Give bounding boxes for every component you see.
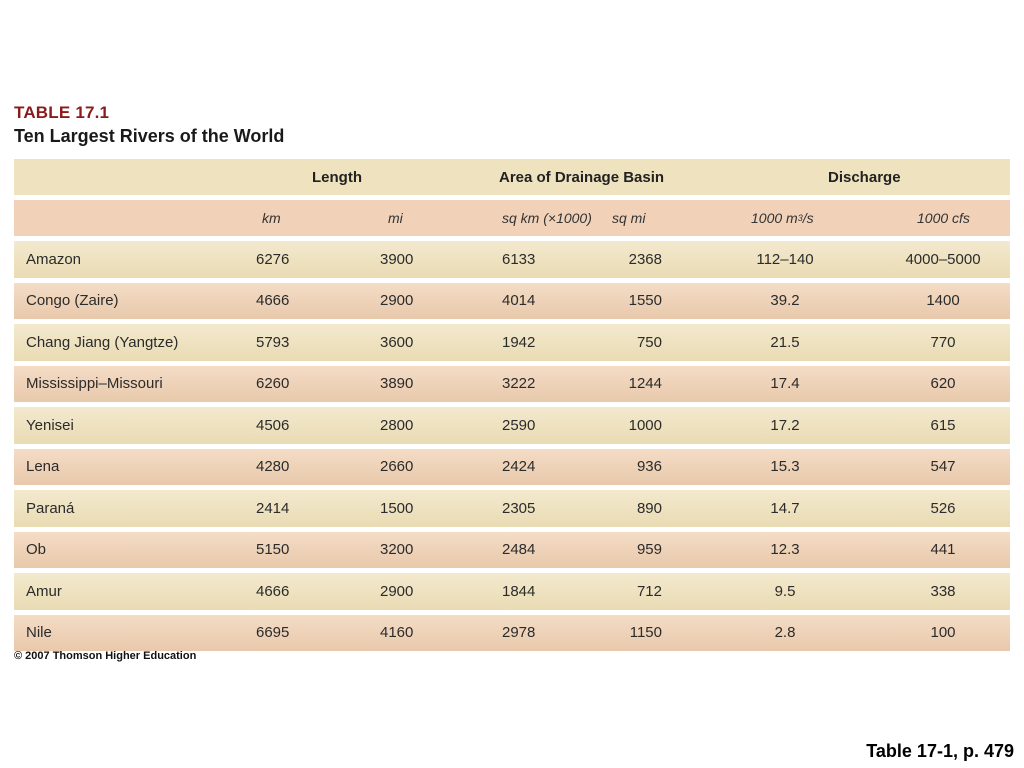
- cell-sqkm: 1942: [502, 333, 536, 351]
- cell-mi: 3600: [380, 333, 414, 351]
- table-row: [14, 366, 1010, 403]
- cell-mi: 1500: [380, 499, 414, 517]
- rivers-table: [14, 159, 1010, 656]
- cell-sqkm: 4014: [502, 292, 536, 310]
- cell-sqmi: 1000: [628, 416, 662, 434]
- unit-m3-suffix: /s: [802, 210, 814, 226]
- cell-sqkm: 2424: [502, 458, 536, 476]
- cell-km: 6276: [256, 250, 290, 268]
- cell-mi: 2900: [380, 582, 414, 600]
- cell-m3s: 17.2: [770, 416, 800, 434]
- cell-river: Congo (Zaire): [26, 292, 119, 310]
- unit-header-row: [14, 200, 1010, 236]
- unit-m3-prefix: 1000 m: [751, 210, 798, 226]
- group-header-row: [14, 159, 1010, 195]
- cell-km: 6260: [256, 375, 290, 393]
- cell-sqmi: 750: [636, 333, 662, 351]
- cell-cfs: 4000–5000: [905, 250, 981, 268]
- cell-sqmi: 712: [636, 582, 662, 600]
- cell-cfs: 547: [930, 458, 956, 476]
- cell-river: Amur: [26, 582, 62, 600]
- cell-cfs: 770: [930, 333, 956, 351]
- cell-m3s: 17.4: [770, 375, 800, 393]
- table-row: [14, 407, 1010, 444]
- cell-km: 4280: [256, 458, 290, 476]
- cell-sqmi: 1244: [628, 375, 662, 393]
- unit-m3-per-s: 1000 m 3 /s: [751, 210, 814, 226]
- cell-km: 6695: [256, 624, 290, 642]
- cell-cfs: 100: [930, 624, 956, 642]
- cell-m3s: 15.3: [770, 458, 800, 476]
- cell-m3s: 39.2: [770, 292, 800, 310]
- cell-m3s: 2.8: [774, 624, 796, 642]
- cell-sqkm: 2484: [502, 541, 536, 559]
- table-row: [14, 241, 1010, 278]
- table-title: Ten Largest Rivers of the World: [14, 126, 285, 146]
- cell-mi: 3890: [380, 375, 414, 393]
- cell-river: Paraná: [26, 499, 75, 517]
- cell-sqkm: 3222: [502, 375, 536, 393]
- cell-sqkm: 2305: [502, 499, 536, 517]
- cell-sqkm: 2590: [502, 416, 536, 434]
- length-header: Length: [312, 168, 362, 186]
- table-row: [14, 283, 1010, 320]
- cell-m3s: 9.5: [774, 582, 796, 600]
- cell-sqmi: 2368: [628, 250, 662, 268]
- cell-m3s: 12.3: [770, 541, 800, 559]
- cell-km: 2414: [256, 499, 290, 517]
- cell-cfs: 338: [930, 582, 956, 600]
- cell-mi: 3200: [380, 541, 414, 559]
- table-label: TABLE 17.1: [14, 103, 110, 122]
- cell-river: Nile: [26, 624, 52, 642]
- cell-sqmi: 890: [636, 499, 662, 517]
- cell-m3s: 14.7: [770, 499, 800, 517]
- cell-cfs: 615: [930, 416, 956, 434]
- cell-river: Amazon: [26, 250, 82, 268]
- cell-m3s: 21.5: [770, 333, 800, 351]
- copyright-notice: © 2007 Thomson Higher Education: [14, 650, 197, 662]
- cell-km: 4666: [256, 292, 290, 310]
- cell-cfs: 1400: [926, 292, 960, 310]
- table-row: [14, 449, 1010, 486]
- cell-river: Lena: [26, 458, 60, 476]
- cell-km: 4666: [256, 582, 290, 600]
- cell-sqmi: 959: [636, 541, 662, 559]
- cell-sqmi: 1550: [628, 292, 662, 310]
- cell-sqkm: 1844: [502, 582, 536, 600]
- cell-km: 5793: [256, 333, 290, 351]
- cell-cfs: 441: [930, 541, 956, 559]
- cell-river: Yenisei: [26, 416, 74, 434]
- slide-caption: Table 17-1, p. 479: [866, 741, 1014, 761]
- cell-mi: 2660: [380, 458, 414, 476]
- cell-mi: 2800: [380, 416, 414, 434]
- cell-river: Ob: [26, 541, 47, 559]
- unit-km: km: [262, 210, 281, 226]
- cell-km: 4506: [256, 416, 290, 434]
- cell-cfs: 526: [930, 499, 956, 517]
- cell-mi: 2900: [380, 292, 414, 310]
- cell-mi: 3900: [380, 250, 414, 268]
- cell-sqmi: 936: [636, 458, 662, 476]
- drainage-basin-header: Area of Drainage Basin: [499, 168, 665, 186]
- unit-sq-mi: sq mi: [612, 210, 646, 226]
- unit-cfs: 1000 cfs: [917, 210, 970, 226]
- cell-cfs: 620: [930, 375, 956, 393]
- discharge-header: Discharge: [828, 168, 901, 186]
- cell-km: 5150: [256, 541, 290, 559]
- cell-river: Mississippi–Missouri: [26, 375, 163, 393]
- table-row: [14, 615, 1010, 652]
- cell-mi: 4160: [380, 624, 414, 642]
- cell-sqkm: 6133: [502, 250, 536, 268]
- cell-m3s: 112–140: [756, 250, 814, 268]
- unit-sq-km: sq km (×1000): [502, 210, 592, 226]
- cell-river: Chang Jiang (Yangtze): [26, 333, 179, 351]
- cell-sqmi: 1150: [629, 624, 662, 642]
- table-row: [14, 573, 1010, 610]
- table-row: [14, 532, 1010, 569]
- table-body: [14, 241, 1010, 651]
- cell-sqkm: 2978: [502, 624, 536, 642]
- table-row: [14, 490, 1010, 527]
- table-row: [14, 324, 1010, 361]
- unit-mi: mi: [388, 210, 403, 226]
